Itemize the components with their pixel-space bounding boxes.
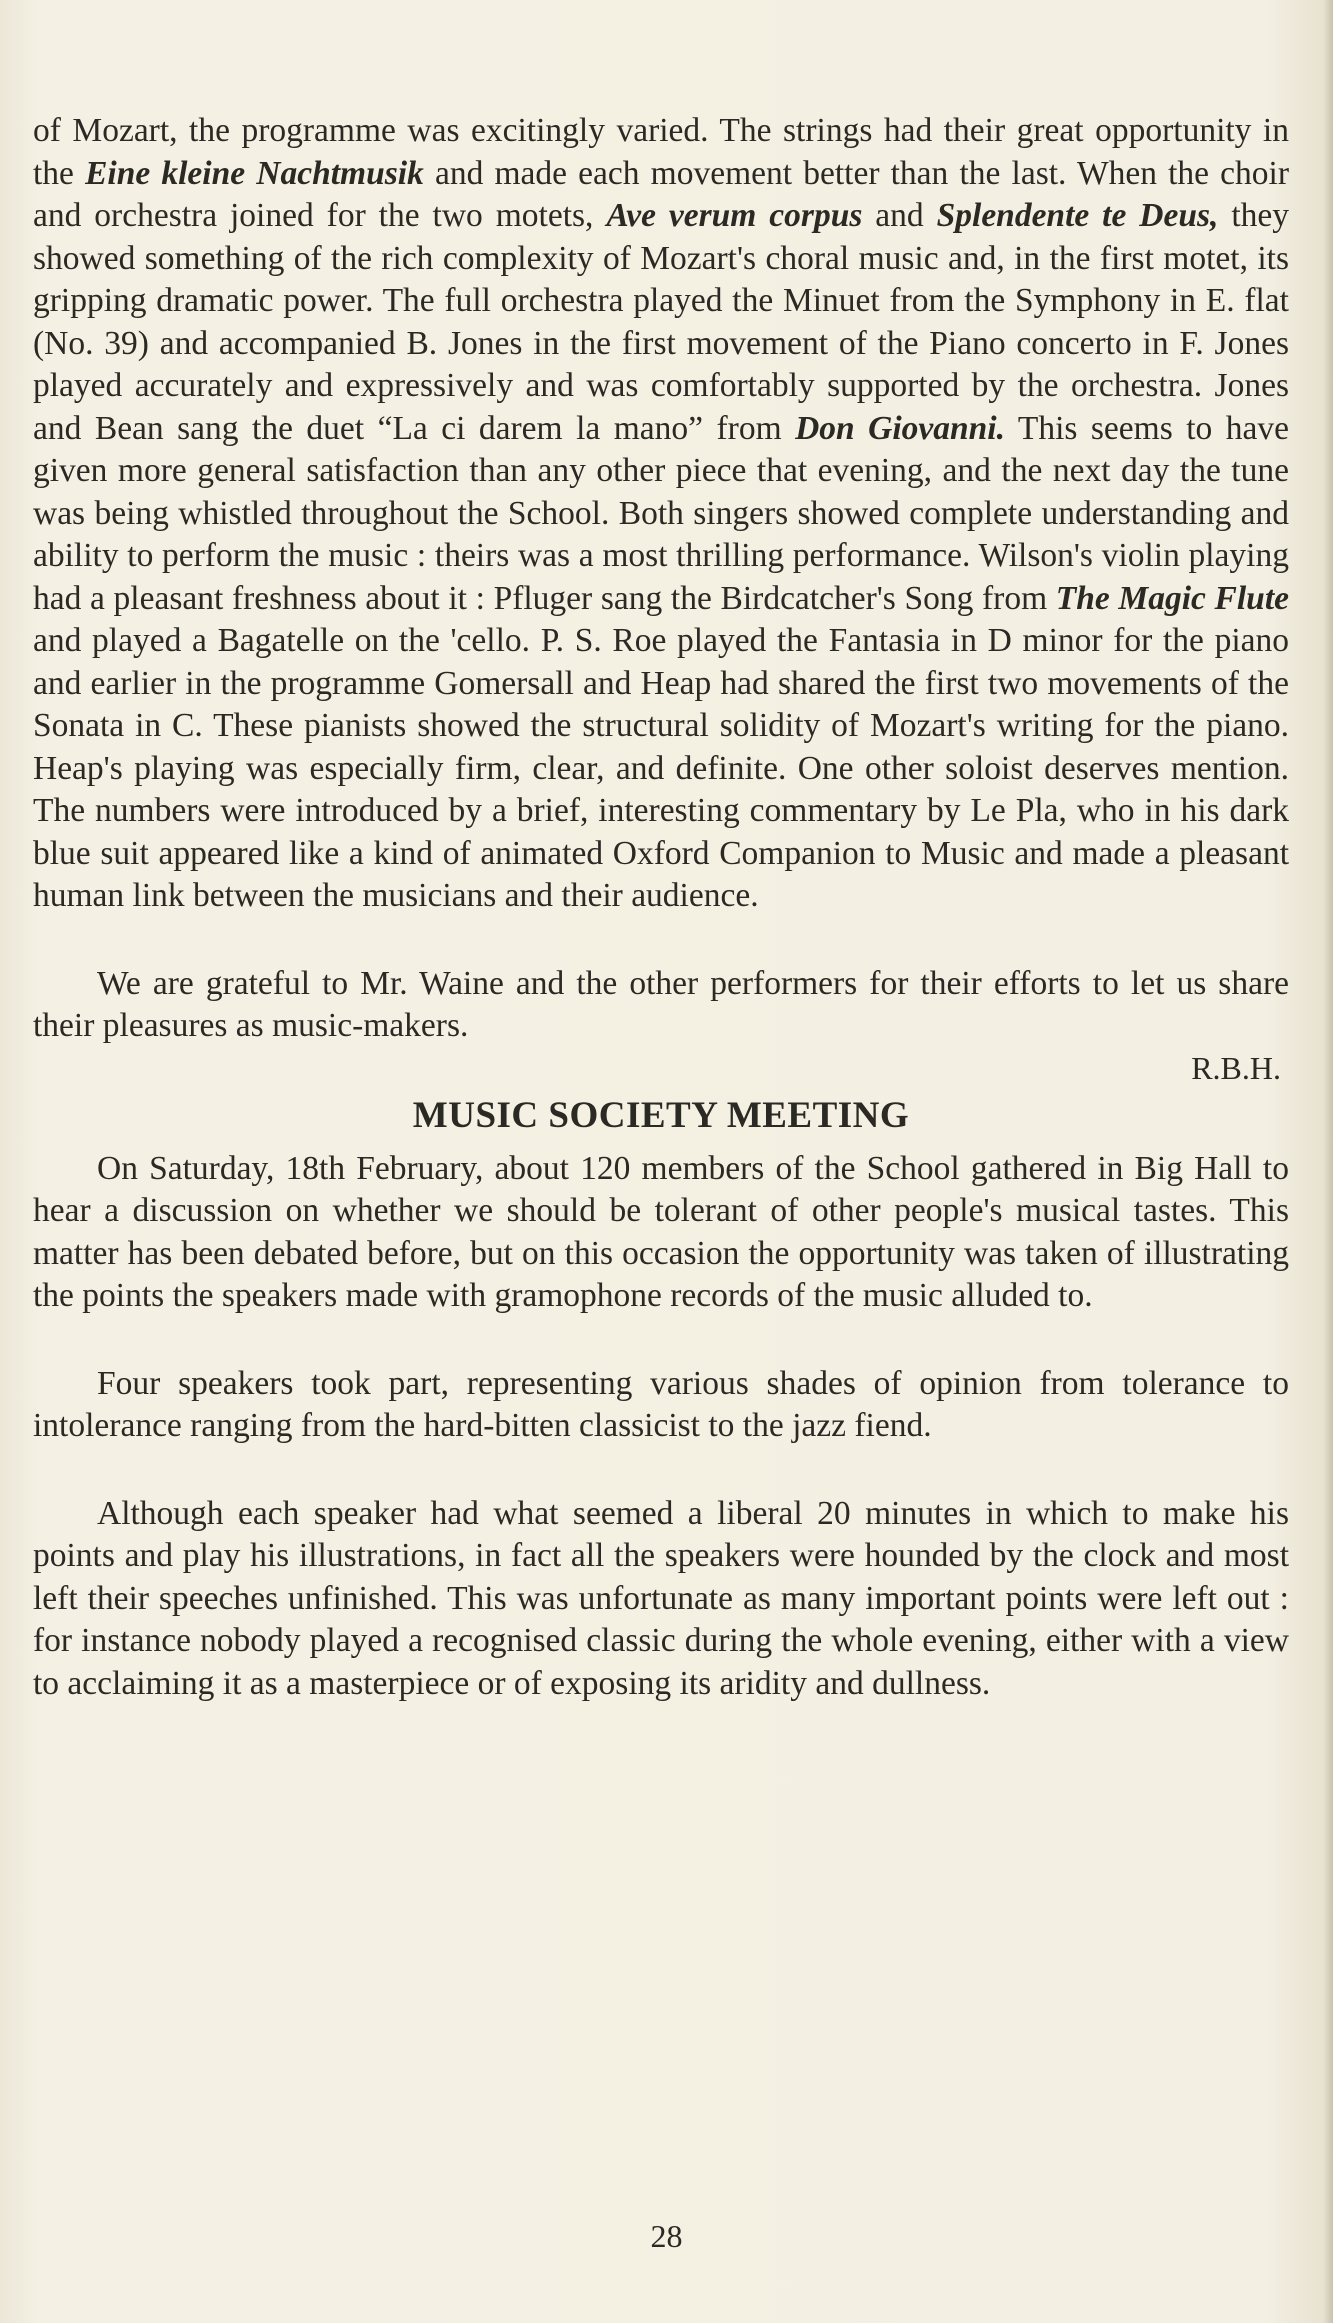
page-content xyxy=(33,110,1289,1705)
text-run: and xyxy=(862,197,937,234)
meeting-paragraph-2: Four speakers took part, representing various shades of opinion from tolerance to intolerance ranging from the hard-bitten classicist to the jazz fiend. xyxy=(33,1364,1289,1444)
concert-review-paragraph xyxy=(33,110,1289,918)
section-heading: MUSIC SOCIETY MEETING xyxy=(412,1094,910,1136)
text-run: and made each movement better than the last. When the choir and orchestra joined for the two motets, xyxy=(33,154,1289,234)
text-run: and played a Bagatelle on the 'cello. P. S. Roe played the Fantasia in D minor for the piano and earlier in the programme Gomersall and Heap had shared the first two movements of the Sonata in C. These pianists showed the structural solidity of Mozart's writing for the piano. Heap's playing was especially firm, clear, and definite. One other soloist deserves mention. The numbers were introduced by a brief, interesting commentary by Le Pla, who in his dark blue suit appeared like a kind of animated Oxford Companion to Music and made a pleasant human link between the musicians and their audience. xyxy=(33,622,1289,914)
italic-title: Don Giovanni. xyxy=(795,409,1005,447)
meeting-paragraph-3: Although each speaker had what seemed a liberal 20 minutes in which to make his points and play his illustrations, in fact all the speakers were hounded by the clock and most left their speeches unfinished. This was unfortunate as many important points were left out : for instance nobody played a recognised classic during the whole evening, either with a view to acclaiming it as a masterpiece or of exposing its aridity and dullness. xyxy=(33,1494,1289,1702)
meeting-paragraph-1: On Saturday, 18th February, about 120 members of the School gathered in Big Hall to hear a discussion on whether we should be tolerant of other people's musical tastes. This matter has been debated before, but on this occasion the opportunity was taken of illustrating the points the speakers made with gramophone records of the music alluded to. xyxy=(33,1149,1289,1314)
italic-title: Splendente te Deus, xyxy=(936,197,1219,234)
thanks-paragraph: We are grateful to Mr. Waine and the other performers for their efforts to let us share their pleasures as music-makers. xyxy=(33,964,1289,1044)
italic-title: Ave verum corpus xyxy=(606,197,863,234)
text-run: of Mozart, the programme was excitingly varied. The strings had their great opportunity in the xyxy=(33,112,1289,192)
page-edge-shadow xyxy=(1323,0,1333,2323)
italic-title: Eine kleine Nachtmusik xyxy=(85,154,424,192)
text-run: they showed something of the rich complexity of Mozart's choral music and, in the first motet, its gripping dramatic power. The full orchestra played the Minuet from the Symphony in E. flat (No. 39) and accompanied B. Jones in the first movement of the Piano concerto in F. Jones played accurately and expressively and was comfortably supported by the orchestra. Jones and Bean sang the duet “La ci darem la mano” from xyxy=(33,197,1290,447)
italic-title: The Magic Flute xyxy=(1055,579,1289,617)
text-run: This seems to have given more general satisfaction than any other piece that evening, and the next day the tune was being whistled throughout the School. Both singers showed complete understanding and ability to perform the music : theirs was a most thrilling performance. Wilson's violin playing had a pleasant freshness about it : Pfluger sang the Birdcatcher's Song from xyxy=(33,409,1289,617)
page-number: 28 xyxy=(650,2218,683,2254)
author-initials: R.B.H. xyxy=(1191,1049,1281,1086)
